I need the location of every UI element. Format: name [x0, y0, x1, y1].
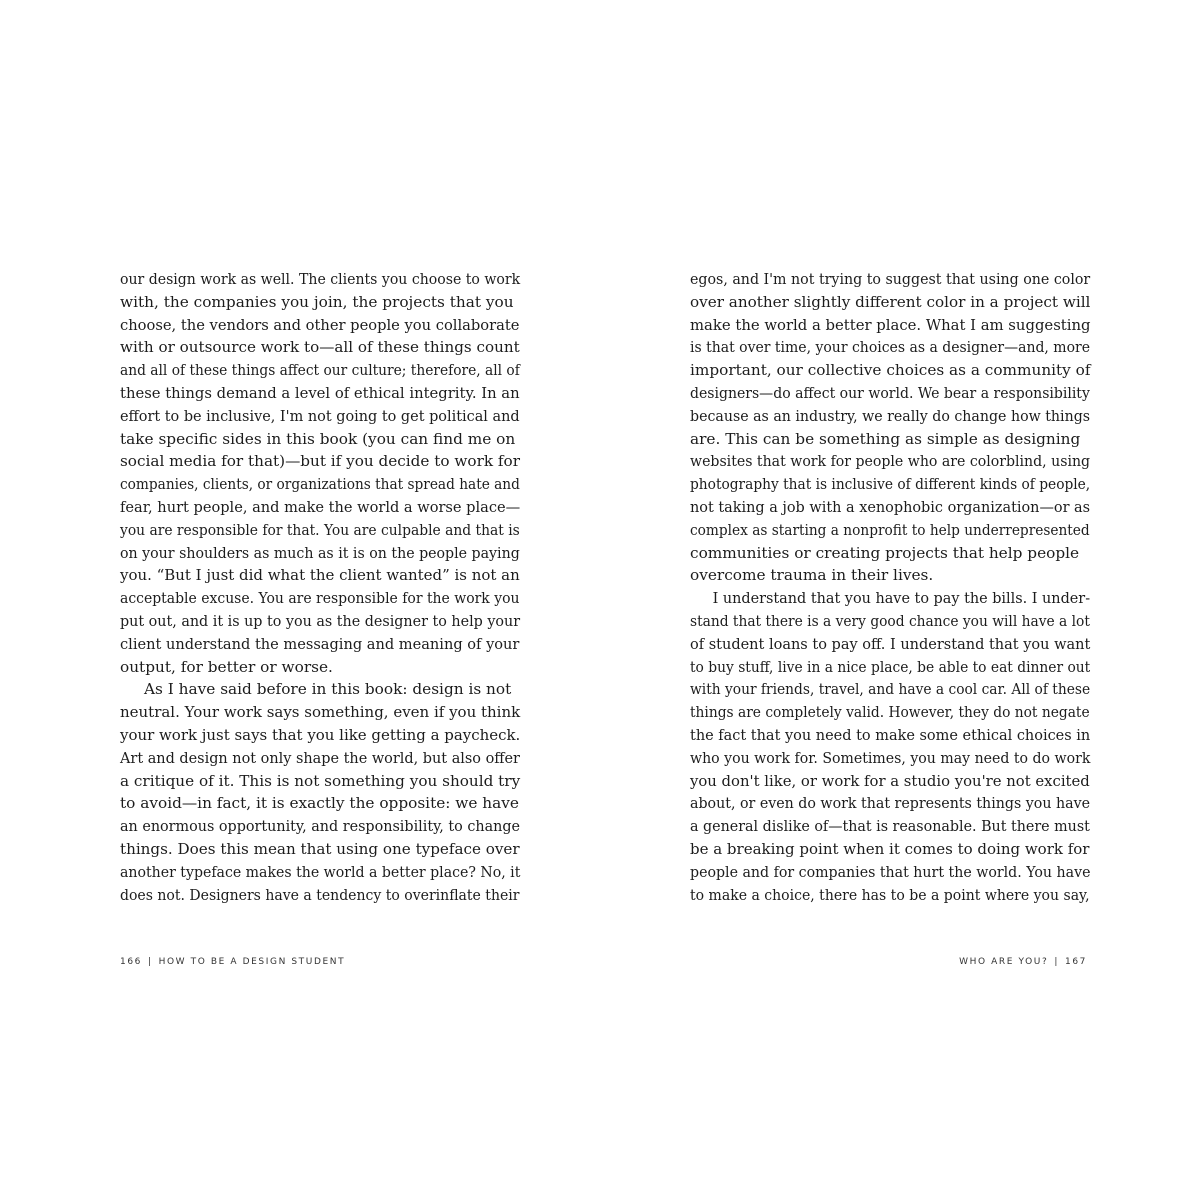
left-line: you are responsible for that. You are culpable and that is — [120, 520, 520, 539]
left-line: these things demand a level of ethical integrity. In an — [120, 383, 520, 402]
right-line: to make a choice, there has to be a point where you say, — [690, 885, 1090, 904]
right-line: websites that work for people who are colorblind, using — [690, 452, 1091, 471]
left-folio-separator: | — [147, 957, 153, 967]
right-line: overcome trauma in their lives. — [690, 566, 934, 585]
right-line: over another slightly different color in a project will — [690, 292, 1091, 311]
right-page-footer — [959, 957, 1087, 967]
left-line: Art and design not only shape the world, but also offer — [120, 748, 520, 767]
left-line: acceptable excuse. You are responsible for the work you — [120, 589, 520, 608]
right-line: stand that there is a very good chance you will have a lot — [690, 611, 1090, 630]
left-line: put out, and it is up to you as the designer to help your — [120, 611, 521, 630]
left-line: you. “But I just did what the client wanted” is not an — [120, 566, 520, 585]
left-line: things. Does this mean that using one typeface over — [120, 839, 520, 858]
right-line: because as an industry, we really do change how things — [690, 406, 1091, 425]
right-line: are. This can be something as simple as designing — [690, 429, 1081, 448]
left-page-body — [120, 268, 520, 906]
right-line: is that over time, your choices as a designer—and, more — [690, 338, 1090, 357]
right-line: photography that is inclusive of different kinds of people, — [690, 475, 1091, 494]
right-page-number: 167 — [1065, 957, 1087, 967]
right-line: about, or even do work that represents things you have — [690, 794, 1091, 813]
left-line: to avoid—in fact, it is exactly the opposite: we have — [120, 794, 519, 813]
right-line: not taking a job with a xenophobic organization—or as — [690, 497, 1091, 516]
right-line: communities or creating projects that help people — [690, 543, 1080, 562]
left-paragraph-start: As I have said before in this book: design is not — [144, 680, 512, 699]
right-line: things are completely valid. However, they do not negate — [690, 703, 1090, 722]
right-line: with your friends, travel, and have a cool car. All of these — [690, 680, 1091, 699]
right-paragraph-start: I understand that you have to pay the bills. I under- — [712, 589, 1091, 608]
left-running-head: HOW TO BE A DESIGN STUDENT — [158, 957, 346, 967]
right-folio-separator: | — [1054, 957, 1060, 967]
right-line: make the world a better place. What I am suggesting — [690, 315, 1091, 334]
right-line: important, our collective choices as a community of — [690, 361, 1091, 380]
right-line: who you work for. Sometimes, you may need to do work — [690, 748, 1091, 767]
left-page-number: 166 — [120, 957, 142, 967]
left-line: with, the companies you join, the projects that you — [120, 292, 514, 311]
left-line: another typeface makes the world a better place? No, it — [120, 862, 521, 881]
right-line: be a breaking point when it comes to doing work for — [690, 839, 1090, 858]
left-line: a critique of it. This is not something you should try — [120, 771, 521, 790]
left-line: effort to be inclusive, I'm not going to get political and — [120, 406, 520, 425]
right-line: a general dislike of—that is reasonable. But there must — [690, 817, 1090, 836]
right-line: complex as starting a nonprofit to help underrepresented — [690, 520, 1090, 539]
left-line: our design work as well. The clients you choose to work — [120, 270, 521, 288]
right-line: the fact that you need to make some ethical choices in — [690, 725, 1091, 744]
left-line: companies, clients, or organizations that spread hate and — [120, 475, 520, 494]
right-line: people and for companies that hurt the world. You have — [690, 862, 1091, 881]
left-line: does not. Designers have a tendency to overinflate their — [120, 885, 520, 904]
left-line: your work just says that you like getting a paycheck. — [120, 725, 521, 744]
left-line: social media for that)—but if you decide to work for — [120, 452, 520, 471]
left-line: take specific sides in this book (you can find me on — [120, 429, 516, 448]
right-line: to buy stuff, live in a nice place, be able to eat dinner out — [690, 657, 1091, 676]
left-line: fear, hurt people, and make the world a worse place— — [120, 497, 521, 516]
left-line: output, for better or worse. — [120, 657, 333, 676]
left-line: client understand the messaging and meaning of your — [120, 634, 520, 653]
right-running-head: WHO ARE YOU? — [959, 957, 1049, 967]
right-line: designers—do affect our world. We bear a responsibility — [690, 383, 1090, 402]
right-page-body — [690, 268, 1090, 906]
left-line: an enormous opportunity, and responsibility, to change — [120, 817, 521, 836]
left-line: with or outsource work to—all of these things count — [120, 338, 520, 357]
left-line: and all of these things affect our culture; therefore, all of — [120, 361, 520, 380]
left-line: on your shoulders as much as it is on the people paying — [120, 543, 520, 562]
right-line: egos, and I'm not trying to suggest that using one color — [690, 270, 1091, 288]
left-line: choose, the vendors and other people you collaborate — [120, 315, 520, 334]
left-line: neutral. Your work says something, even if you think — [120, 703, 521, 722]
left-page-footer — [120, 957, 345, 967]
right-line: of student loans to pay off. I understand that you want — [690, 634, 1091, 653]
right-line: you don't like, or work for a studio you're not excited — [690, 771, 1090, 790]
